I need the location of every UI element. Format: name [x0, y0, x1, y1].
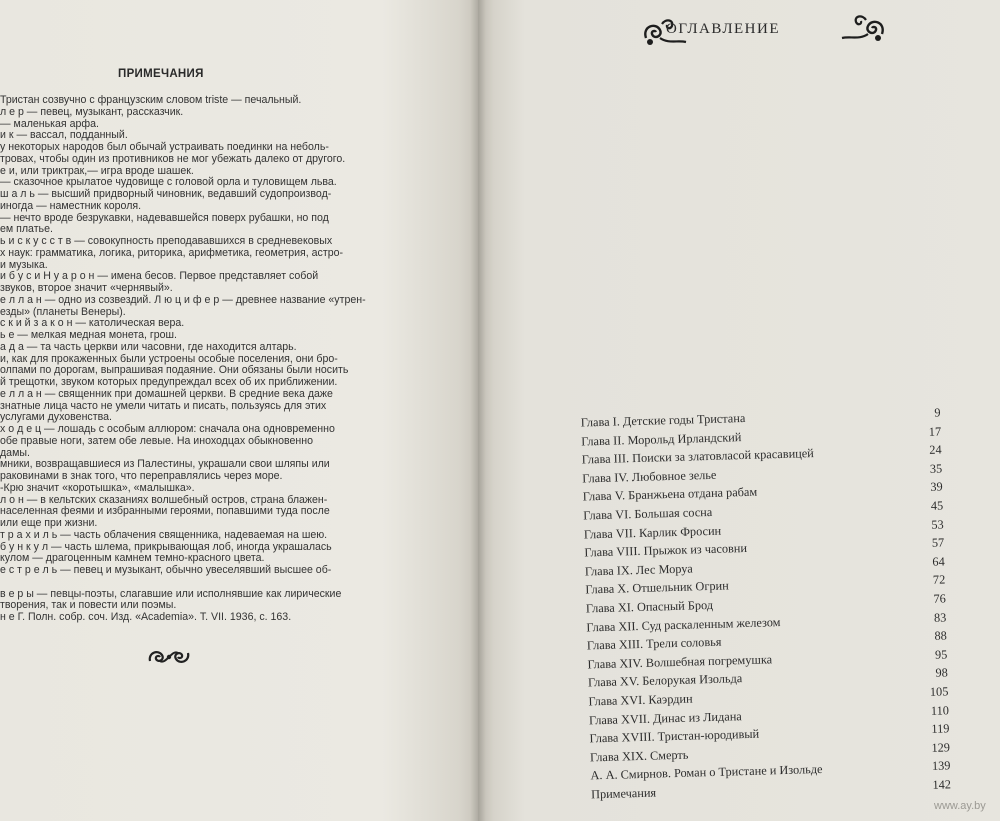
- note-line: е и, или триктрак,— игра вроде шашек.: [0, 164, 194, 177]
- note-line: и, как для прокаженных были устроены особые поселения, они бро-: [0, 352, 338, 365]
- toc-entry-label: Глава I. Детские годы Тристана: [580, 410, 746, 430]
- contents-page: [478, 0, 1000, 821]
- note-line: услугами духовенства.: [0, 411, 112, 424]
- note-line: ь и с к у с с т в — совокупность преподававшихся в средневековых: [0, 235, 333, 247]
- note-line: с к и й з а к о н — католическая вера.: [0, 317, 185, 330]
- notes-page: [0, 0, 478, 821]
- note-line: мники, возвращавшиеся из Палестины, украшали свои шляпы или: [0, 458, 330, 471]
- note-line: населенная феями и избранными героями, попавшими туда после: [0, 505, 330, 518]
- note-line: т р а х и л ь — часть облачения священника, надеваемая на шею.: [0, 528, 328, 541]
- note-line: ь е — мелкая медная монета, грош.: [0, 329, 177, 341]
- note-line: и б у с и Н у а р о н — имена бесов. Первое представляет собой: [0, 270, 319, 283]
- notes-title: ПРИМЕЧАНИЯ: [118, 68, 204, 80]
- note-line: х наук: грамматика, логика, риторика, арифметика, геометрия, астро-: [0, 246, 344, 259]
- note-line: е л л а н — священник при домашней церкви. В средние века даже: [0, 387, 333, 400]
- toc-title: ОГЛАВЛЕНИЕ: [666, 21, 780, 37]
- note-line: тровах, чтобы один из противников не мог убежать далеко от другого.: [0, 152, 346, 165]
- toc-entry-label: Глава XIV. Волшебная погремушка: [587, 652, 773, 672]
- note-line: ш а л ь — высший придворный чиновник, ведавший судопроизвод-: [0, 188, 332, 200]
- toc-entry-label: Глава V. Бранжьена отдана рабам: [582, 485, 758, 504]
- toc-entry-label: Глава IV. Любовное зелье: [582, 467, 717, 486]
- note-line: обе правые ноги, затем обе левые. На иноходцах обыкновенно: [0, 434, 314, 447]
- note-line: знатные лица часто не умели читать и писать, пользуясь для этих: [0, 399, 327, 412]
- toc-entry-page: 83: [933, 610, 947, 625]
- toc-entry-label: Глава X. Отшельник Огрин: [585, 578, 729, 597]
- toc-entry-page: 142: [932, 777, 952, 792]
- toc-entry-label: Глава XVI. Каэрдин: [588, 691, 693, 709]
- note-line: в е р ы — певцы-поэты, слагавшие или исполнявшие как лирические: [0, 587, 342, 600]
- note-line: — маленькая арфа.: [0, 117, 99, 130]
- toc-entry-page: 139: [931, 758, 951, 774]
- note-line: х о д е ц — лошадь с особым аллюром: сначала она одновременно: [0, 423, 335, 435]
- note-line: езды» (планеты Венеры).: [0, 305, 126, 318]
- note-line: — сказочное крылатое чудовище с головой орла и туловищем льва.: [0, 176, 337, 189]
- watermark: www.ay.by: [934, 800, 986, 812]
- toc-entry-label: Примечания: [590, 785, 657, 802]
- toc-entry-page: 95: [934, 647, 948, 662]
- toc-entry-page: 9: [934, 405, 941, 420]
- toc-entry-page: 88: [934, 628, 947, 643]
- note-line: н е Г. Полн. собр. соч. Изд. «Academia». Т. VII. 1936, с. 163.: [0, 611, 292, 623]
- note-line: кулом — драгоценным камнем темно-красного цвета.: [0, 552, 265, 565]
- toc-entry-page: 24: [929, 442, 942, 458]
- toc-entry-label: Глава IX. Лес Моруа: [584, 561, 693, 579]
- note-line: -Крю значит «коротышка», «малышка».: [0, 481, 195, 494]
- toc-entry-label: Глава VII. Карлик Фросин: [583, 523, 722, 542]
- toc-entry-label: Глава XV. Белорукая Изольда: [587, 671, 743, 690]
- toc-entry-page: 45: [930, 498, 944, 513]
- toc-entry-label: Глава VI. Большая сосна: [583, 504, 713, 523]
- toc-entry-page: 76: [933, 591, 946, 606]
- toc-entry-label: Глава XVIII. Тристан-юродивый: [589, 726, 760, 746]
- toc-entry-label: Глава XII. Суд раскаленным железом: [586, 614, 781, 635]
- note-line: раковинами в знак того, что переправлялись через море.: [0, 470, 283, 482]
- toc-entry-page: 17: [928, 424, 942, 439]
- note-line: ем платье.: [0, 223, 53, 236]
- toc-entry-page: 110: [930, 702, 950, 718]
- note-line: иногда — наместник короля.: [0, 199, 142, 212]
- note-line: и музыка.: [0, 258, 48, 271]
- toc-entry-page: 53: [931, 517, 944, 532]
- ornament-icon: [146, 645, 192, 669]
- note-line: дамы.: [0, 446, 30, 459]
- toc-entry-label: Глава XI. Опасный Брод: [585, 597, 714, 616]
- toc-entry-label: Глава XIII. Трели соловья: [586, 634, 722, 653]
- note-line: и к — вассал, подданный.: [0, 129, 128, 142]
- toc-entry-label: Глава XIX. Смерть: [589, 747, 689, 765]
- toc-entry-page: 129: [931, 740, 951, 755]
- note-line: или еще при жизни.: [0, 517, 98, 529]
- note-line: у некоторых народов был обычай устраивать поединки на неболь-: [0, 141, 329, 153]
- note-line: — нечто вроде безрукавки, надевавшейся поверх рубашки, но под: [0, 211, 329, 224]
- note-line: й трещотки, звуком которых предупреждал всех об их приближении.: [0, 376, 338, 388]
- note-line: Тристан созвучно с французским словом triste — печальный.: [0, 94, 302, 106]
- note-line: а д а — та часть церкви или часовни, где находится алтарь.: [0, 340, 297, 353]
- toc-list: [478, 0, 1000, 821]
- toc-entry-page: 119: [931, 721, 950, 737]
- toc-entry-page: 35: [929, 461, 943, 476]
- note-line: б у н к у л — часть шлема, прикрывающая лоб, иногда украшалась: [0, 540, 332, 553]
- note-line: е л л а н — одно из созвездий. Л ю ц и ф е р — древнее название «утрен-: [0, 293, 366, 306]
- toc-entry-label: Глава III. Поиски за златовласой красавицей: [581, 446, 814, 467]
- toc-entry-label: А. А. Смирнов. Роман о Тристане и Изольде: [590, 762, 823, 783]
- toc-entry-page: 105: [929, 684, 949, 699]
- toc-entry-label: Глава XVII. Динас из Лидана: [588, 708, 742, 728]
- toc-entry-page: 57: [931, 535, 945, 550]
- book-gutter: [470, 0, 486, 821]
- note-line: творения, так и повести или поэмы.: [0, 599, 177, 612]
- toc-entry-page: 98: [935, 665, 949, 681]
- toc-entry-page: 64: [932, 554, 945, 569]
- note-line: звуков, второе значит «чернявый».: [0, 282, 173, 294]
- toc-entry-page: 39: [930, 479, 943, 495]
- note-line: олпами по дорогам, выпрашивая подаяние. Они обязаны были носить: [0, 364, 349, 377]
- note-line: л е р — певец, музыкант, рассказчик.: [0, 105, 184, 118]
- note-line: л о н — в кельтских сказаниях волшебный остров, страна блажен-: [0, 493, 328, 506]
- toc-entry-label: Глава VIII. Прыжок из часовни: [584, 541, 748, 560]
- note-line: е с т р е л ь — певец и музыкант, обычно увеселявший высшее об-: [0, 564, 332, 576]
- toc-entry-label: Глава II. Морольд Ирландский: [581, 429, 742, 449]
- toc-entry-page: 72: [932, 572, 946, 588]
